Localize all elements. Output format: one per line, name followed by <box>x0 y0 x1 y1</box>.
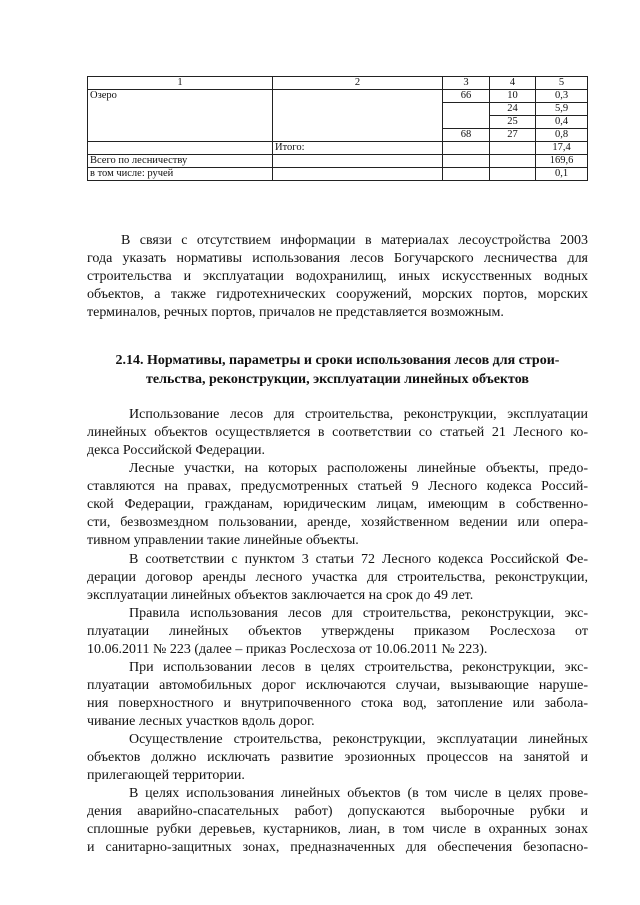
text-line: дения аварийно-спасательных работ) допускаются выборочные рубки и <box>87 804 588 820</box>
paragraph-7 <box>87 785 588 857</box>
paragraph-2 <box>87 460 588 550</box>
table-header-cell: 2 <box>273 77 443 90</box>
table-cell: 25 <box>490 116 536 129</box>
table-cell: 0,1 <box>536 168 588 181</box>
table-cell <box>490 155 536 168</box>
section-heading <box>87 351 588 389</box>
text-line: объектов должно исключать развитие эрозионных процессов на занятой и <box>87 750 588 766</box>
table-cell: 0,4 <box>536 116 588 129</box>
table-cell: Итого: <box>273 142 443 155</box>
text-line: Осуществление строительства, реконструкции, эксплуатации линейных <box>129 732 588 747</box>
text-line: терминалов, речных портов, причалов не представляется возможным. <box>87 305 504 321</box>
text-line: сплошные рубки деревьев, кустарников, лиан, в том числе в охранных зонах <box>87 822 588 838</box>
table-row-total <box>88 142 588 155</box>
table-cell: 10 <box>490 90 536 103</box>
text-line: В целях использования линейных объектов (в том числе в целях прове- <box>129 786 588 801</box>
table-cell <box>443 155 490 168</box>
table-cell: 24 <box>490 103 536 116</box>
table-cell <box>273 116 443 129</box>
table-cell <box>443 116 490 129</box>
text-line: года указать нормативы использования лесов Богучарского лесничества для <box>87 251 588 267</box>
table-cell <box>273 90 443 103</box>
table-cell <box>490 168 536 181</box>
heading-line: тельства, реконструкции, эксплуатации линейных объектов <box>146 372 529 387</box>
text-line: объектов, а также гидротехнических сооружений, морских портов, морских <box>87 287 588 303</box>
table-cell <box>443 142 490 155</box>
text-line: декса Российской Федерации. <box>87 443 266 459</box>
text-line: плуатации автомобильных дорог исключаются случаи, вызывающие наруше- <box>87 678 588 694</box>
water-objects-table <box>87 76 588 181</box>
intro-paragraph <box>87 232 588 322</box>
paragraph-3 <box>87 551 588 605</box>
table-cell: 0,3 <box>536 90 588 103</box>
table-row <box>88 103 588 116</box>
table-row <box>88 116 588 129</box>
table-cell: Озеро <box>88 90 273 103</box>
text-line: сти, безвозмездном пользовании, аренде, хозяйственном ведении или опера- <box>87 515 588 531</box>
table-cell <box>273 168 443 181</box>
table-cell <box>443 168 490 181</box>
table-cell <box>273 103 443 116</box>
text-line: и санитарно-защитных зонах, предназначенных для обеспечения безопасно- <box>87 840 588 856</box>
text-line: Использование лесов для строительства, реконструкции, эксплуатации <box>129 407 588 422</box>
table-cell: 0,8 <box>536 129 588 142</box>
text-line: тивном управлении такие линейные объекты. <box>87 533 359 549</box>
heading-line: 2.14. Нормативы, параметры и сроки использования лесов для строи- <box>115 353 560 368</box>
text-line: В связи с отсутствием информации в материалах лесоустройства 2003 <box>121 233 588 248</box>
text-line: строительства и эксплуатации водохранилищ, иных искусственных водных <box>87 269 588 285</box>
table-cell <box>273 129 443 142</box>
table-cell: 5,9 <box>536 103 588 116</box>
text-line: В соответствии с пунктом 3 статьи 72 Лесного кодекса Российской Фе- <box>129 552 588 567</box>
table-cell: 68 <box>443 129 490 142</box>
table-header-cell: 5 <box>536 77 588 90</box>
table-cell <box>88 116 273 129</box>
table-row-stream <box>88 168 588 181</box>
table-cell: в том числе: ручей <box>88 168 273 181</box>
table-header-cell: 3 <box>443 77 490 90</box>
table-header-row <box>88 77 588 90</box>
table-cell: 169,6 <box>536 155 588 168</box>
paragraph-5 <box>87 659 588 731</box>
table-cell <box>443 103 490 116</box>
table-row-grand-total <box>88 155 588 168</box>
table-cell: Всего по лесничеству <box>88 155 273 168</box>
text-line: дерации договор аренды лесного участка для строительства, реконструкции, <box>87 570 588 586</box>
text-line: ставляются на правах, предусмотренных статьей 9 Лесного кодекса Россий- <box>87 479 588 495</box>
text-line: эксплуатации линейных объектов заключается на срок до 49 лет. <box>87 588 474 604</box>
text-line: Лесные участки, на которых расположены линейные объекты, предо- <box>129 461 588 476</box>
text-line: ской Федерации, гражданам, юридическим лицам, имеющим в собственно- <box>87 497 588 513</box>
text-line: Правила использования лесов для строительства, реконструкции, экс- <box>129 606 588 621</box>
text-line: При использовании лесов в целях строительства, реконструкции, экс- <box>129 660 588 675</box>
table-cell: 66 <box>443 90 490 103</box>
table-cell: 27 <box>490 129 536 142</box>
table-cell <box>88 103 273 116</box>
table-cell <box>88 129 273 142</box>
table-header-cell: 1 <box>88 77 273 90</box>
table-header-cell: 4 <box>490 77 536 90</box>
text-line: плуатации линейных объектов утверждены приказом Рослесхоза от <box>87 624 588 640</box>
text-line: 10.06.2011 № 223 (далее – приказ Рослесхоза от 10.06.2011 № 223). <box>87 642 488 658</box>
paragraph-1 <box>87 406 588 460</box>
text-line: прилегающей территории. <box>87 768 245 784</box>
table-cell <box>88 142 273 155</box>
paragraph-6 <box>87 731 588 785</box>
paragraph-4 <box>87 605 588 659</box>
text-line: линейных объектов осуществляется в соответствии со статьей 21 Лесного ко- <box>87 425 588 441</box>
table-cell: 17,4 <box>536 142 588 155</box>
text-line: ния поверхностного и внутрипочвенного стока вод, затопление или забола- <box>87 696 588 712</box>
text-line: чивание лесных участков вдоль дорог. <box>87 714 315 730</box>
table-cell <box>490 142 536 155</box>
table-cell <box>273 155 443 168</box>
table-row <box>88 90 588 103</box>
table-row <box>88 129 588 142</box>
